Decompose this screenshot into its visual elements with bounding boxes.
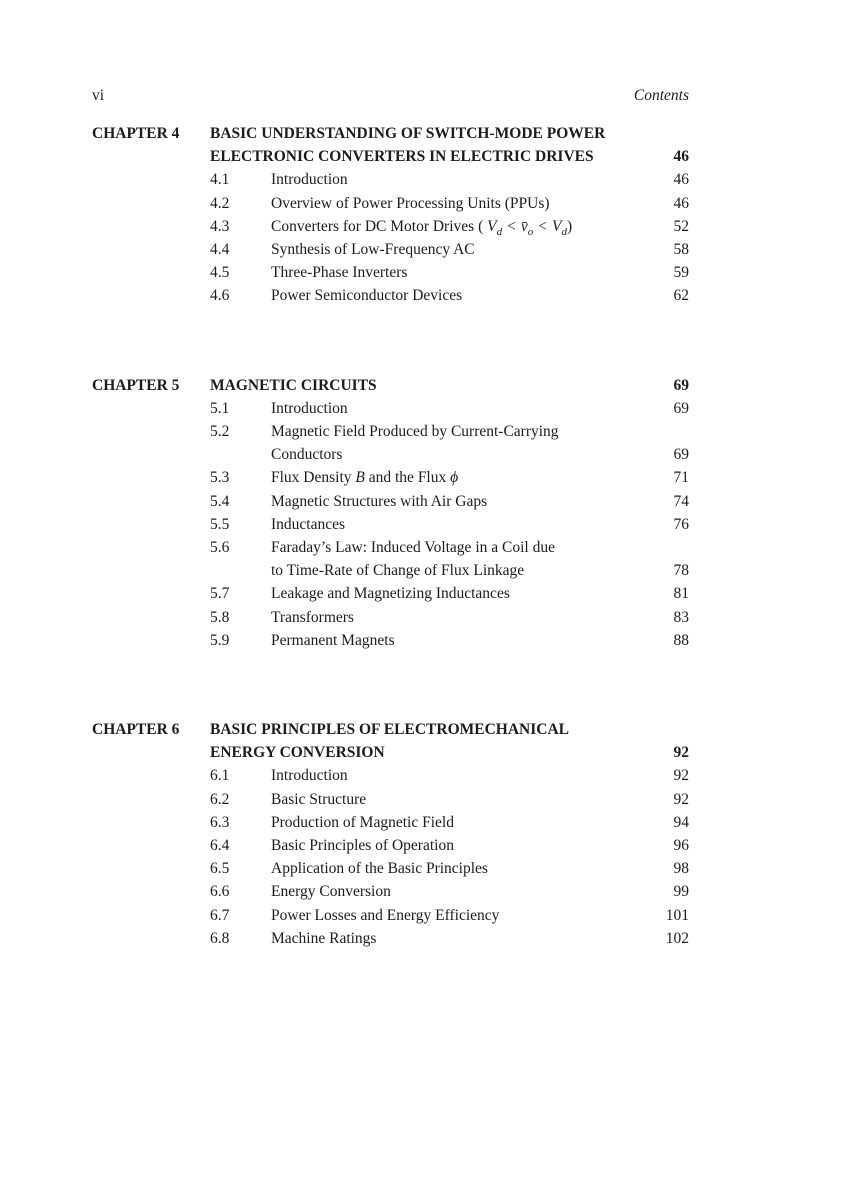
chapter-block xyxy=(92,122,689,308)
section-title: Three-Phase Inverters xyxy=(271,264,408,282)
section-number: 4.1 xyxy=(210,171,230,189)
section-page-number: 46 xyxy=(673,194,689,212)
section-title: Converters for DC Motor Drives ( $V_d$ < $v̄_o < V_d$) xyxy=(271,217,573,238)
section-number: 6.6 xyxy=(210,883,230,901)
section-number: 6.2 xyxy=(210,790,230,808)
chapter-label: CHAPTER 5 xyxy=(92,376,180,394)
section-title: Leakage and Magnetizing Inductances xyxy=(271,585,510,603)
section-title: Energy Conversion xyxy=(271,883,391,901)
running-head: Contents xyxy=(633,87,689,104)
section-title: Synthesis of Low-Frequency AC xyxy=(271,241,475,259)
chapter-label: CHAPTER 4 xyxy=(92,125,180,142)
section-title: Power Semiconductor Devices xyxy=(271,287,463,305)
section-number: 4.4 xyxy=(210,241,230,259)
section-title: Application of the Basic Principles xyxy=(271,860,488,878)
toc-entry xyxy=(210,261,689,284)
section-number: 5.7 xyxy=(210,585,230,603)
toc-entry xyxy=(210,834,689,857)
section-page-number: 94 xyxy=(673,813,689,831)
toc-entry xyxy=(210,397,689,420)
section-page-number: 92 xyxy=(673,767,689,785)
toc-entry xyxy=(210,536,689,582)
section-number: 4.6 xyxy=(210,287,230,305)
section-number: 6.5 xyxy=(210,860,230,878)
section-page-number: 81 xyxy=(673,585,689,603)
toc-entry xyxy=(210,420,689,466)
section-title: Flux Density B and the Flux ϕ xyxy=(271,469,459,487)
toc-entry xyxy=(210,927,689,950)
section-number: 4.5 xyxy=(210,264,230,282)
section-title: Transformers xyxy=(271,608,354,626)
section-number: 5.9 xyxy=(210,631,230,649)
section-number: 6.3 xyxy=(210,813,230,831)
toc-entry xyxy=(210,788,689,811)
toc-entry xyxy=(210,238,689,261)
toc-entry xyxy=(210,764,689,787)
section-page-number: 92 xyxy=(673,790,689,808)
section-number: 6.1 xyxy=(210,767,230,785)
page-header xyxy=(92,84,689,107)
section-page-number: 88 xyxy=(673,631,689,649)
chapter-entry xyxy=(92,374,689,397)
section-number: 5.2 xyxy=(210,423,230,441)
section-title: Permanent Magnets xyxy=(271,631,395,649)
section-number: 6.7 xyxy=(210,906,230,924)
section-title: Inductances xyxy=(271,515,346,533)
section-page-number: 69 xyxy=(673,446,689,464)
section-title: Introduction xyxy=(271,767,348,785)
chapter-block xyxy=(92,374,689,652)
section-title: Power Losses and Energy Efficiency xyxy=(271,906,500,924)
chapter-page-number: 69 xyxy=(673,376,689,394)
section-page-number: 52 xyxy=(673,217,689,235)
section-title: Magnetic Field Produced by Current-Carrying Conductors xyxy=(271,423,559,464)
chapter-entry xyxy=(92,122,689,168)
section-number: 4.2 xyxy=(210,194,230,212)
chapter-entry xyxy=(92,718,689,764)
section-title: Faraday’s Law: Induced Voltage in a Coil due to Time-Rate of Change of Flux Linkage xyxy=(271,539,555,580)
section-title: Basic Structure xyxy=(271,790,367,808)
toc-entry xyxy=(210,168,689,191)
toc-entry xyxy=(210,880,689,903)
chapter-page-number: 46 xyxy=(673,148,689,166)
toc-entry xyxy=(210,466,689,489)
section-title: Overview of Power Processing Units (PPUs) xyxy=(271,194,550,212)
section-page-number: 96 xyxy=(673,837,689,855)
section-list xyxy=(210,168,689,307)
toc-entry xyxy=(210,490,689,513)
section-number: 5.1 xyxy=(210,399,230,417)
toc-entry xyxy=(210,811,689,834)
chapter-title: MAGNETIC CIRCUITS xyxy=(210,376,377,394)
section-page-number: 101 xyxy=(665,906,689,924)
toc-entry xyxy=(210,606,689,629)
toc-entry xyxy=(210,582,689,605)
toc-entry xyxy=(210,904,689,927)
section-page-number: 59 xyxy=(673,264,689,282)
section-title: Magnetic Structures with Air Gaps xyxy=(271,492,488,510)
section-page-number: 58 xyxy=(673,241,689,259)
section-number: 5.5 xyxy=(210,515,230,533)
section-page-number: 83 xyxy=(673,608,689,626)
section-title: Production of Magnetic Field xyxy=(271,813,454,831)
section-page-number: 71 xyxy=(673,469,689,487)
chapter-page-number: 92 xyxy=(673,744,689,762)
section-number: 5.8 xyxy=(210,608,230,626)
section-page-number: 102 xyxy=(665,929,689,947)
section-page-number: 76 xyxy=(673,515,689,533)
chapter-title: BASIC PRINCIPLES OF ELECTROMECHANICAL ENERGY CONVERSION xyxy=(210,721,569,762)
section-page-number: 74 xyxy=(673,492,689,510)
section-list xyxy=(210,397,689,652)
toc-entry xyxy=(210,629,689,652)
section-title: Machine Ratings xyxy=(271,929,377,947)
toc-entry xyxy=(210,513,689,536)
section-number: 6.8 xyxy=(210,929,230,947)
section-number: 5.4 xyxy=(210,492,230,510)
section-list xyxy=(210,764,689,950)
section-page-number: 46 xyxy=(673,171,689,189)
toc-entry xyxy=(210,192,689,215)
chapter-label: CHAPTER 6 xyxy=(92,721,180,739)
section-number: 4.3 xyxy=(210,217,230,235)
chapter-block xyxy=(92,718,689,950)
section-page-number: 78 xyxy=(673,562,689,580)
section-page-number: 69 xyxy=(673,399,689,417)
section-number: 6.4 xyxy=(210,837,230,855)
section-number: 5.3 xyxy=(210,469,230,487)
folio-page-number: vi xyxy=(92,87,105,104)
section-title: Basic Principles of Operation xyxy=(271,837,454,855)
section-page-number: 99 xyxy=(673,883,689,901)
section-page-number: 62 xyxy=(673,287,689,305)
section-page-number: 98 xyxy=(673,860,689,878)
chapter-title: BASIC UNDERSTANDING OF SWITCH-MODE POWER ELECTRONIC CONVERTERS IN ELECTRIC DRIVES xyxy=(210,125,606,166)
section-title: Introduction xyxy=(271,171,348,189)
toc-entry xyxy=(210,284,689,307)
toc-entry xyxy=(210,857,689,880)
section-title: Introduction xyxy=(271,399,348,417)
section-number: 5.6 xyxy=(210,539,230,557)
toc-entry xyxy=(210,215,689,238)
